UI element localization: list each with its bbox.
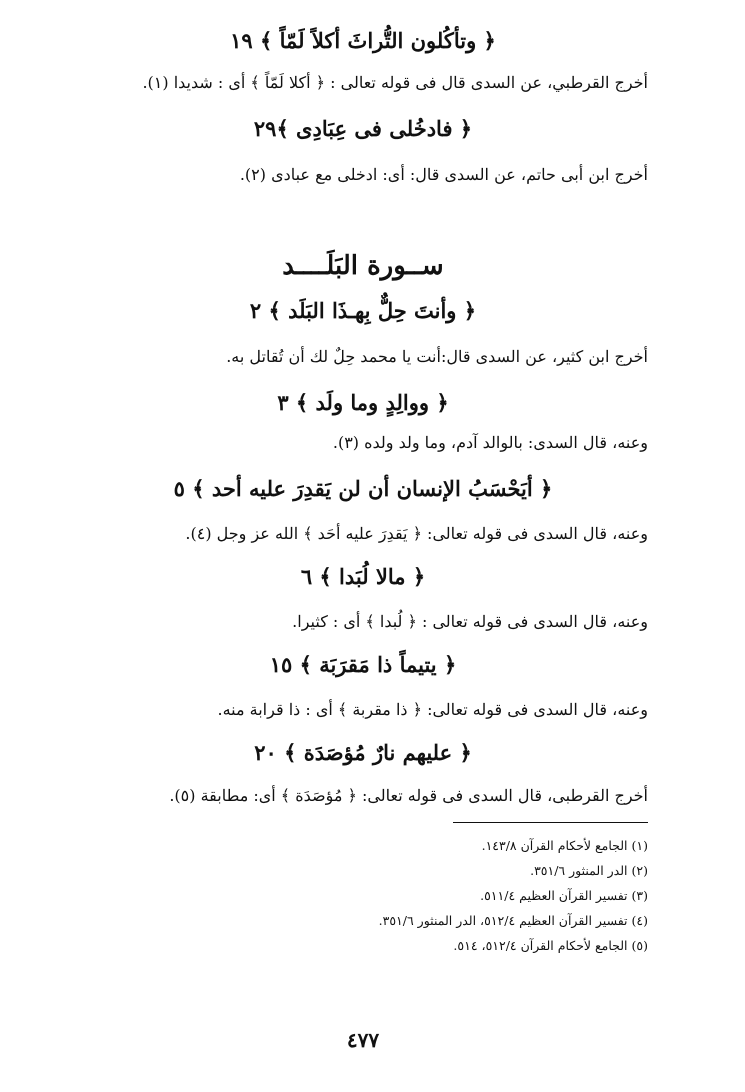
footnote-separator	[453, 822, 648, 823]
commentary-line: وعنه، قال السدى فى قوله تعالى: ﴿ يَقدِرَ عليه أحَد ﴾ الله عز وجل (٤).	[185, 524, 648, 543]
commentary-line: وعنه، قال السدى: بالوالد آدم، وما ولد ولده (٣).	[332, 433, 648, 452]
commentary-line: أخرج ابن كثير، عن السدى قال:أنت يا محمد حِلٌ لك أن تُقاتل به.	[226, 347, 648, 366]
verse-line: ﴿ عليهم نارٌ مُؤصَدَة ﴾ ٢٠	[254, 740, 472, 765]
commentary-line: أخرج القرطبى، قال السدى فى قوله تعالى: ﴿ مُؤصَدَة ﴾ أى: مطابقة (٥).	[169, 786, 648, 805]
commentary-line: أخرج القرطبي، عن السدى قال فى قوله تعالى : ﴿ أكلا لَمّاً ﴾ أى : شديدا (١).	[142, 73, 648, 92]
footnote: (١) الجامع لأحكام القرآن ١٤٣/٨.	[481, 838, 648, 853]
footnote: (٤) تفسير القرآن العظيم ٥١٢/٤، الدر المنثور ٣٥١/٦.	[378, 913, 648, 928]
verse-line: ﴿ فادخُلى فى عِبَادِى ﴾٢٩	[253, 116, 473, 141]
verse-line: ﴿ ووالِدٍ وما ولَد ﴾ ٣	[277, 390, 449, 415]
footnote: (٣) تفسير القرآن العظيم ٥١١/٤.	[480, 888, 648, 903]
verse-line: ﴿ مالا لُبَدا ﴾ ٦	[300, 564, 426, 589]
footnote: (٢) الدر المنثور ٣٥١/٦.	[530, 863, 648, 878]
book-page	[78, 18, 648, 1078]
verse-line: ﴿ وأنتَ حِلٌّ بِهـذَا البَلَد ﴾ ٢	[249, 298, 477, 323]
surah-title: ســورة البَلَــــد	[282, 251, 444, 281]
verse-line: ﴿ وتأكُلون التُّراثَ أكلاً لَمّاً ﴾ ١٩	[230, 28, 496, 53]
footnote: (٥) الجامع لأحكام القرآن ٥١٢/٤، ٥١٤.	[453, 938, 648, 953]
verse-line: ﴿ أيَحْسَبُ الإنسان أن لن يَقدِرَ عليه أحد ﴾ ٥	[173, 476, 553, 501]
commentary-line: أخرج ابن أبى حاتم، عن السدى قال: أى: ادخلى مع عبادى (٢).	[239, 165, 648, 184]
commentary-line: وعنه، قال السدى فى قوله تعالى : ﴿ لُبدا ﴾ أى : كثيرا.	[292, 612, 648, 631]
verse-line: ﴿ يتيماً ذا مَقرَبَة ﴾ ١٥	[269, 652, 457, 677]
page-number: ٤٧٧	[346, 1028, 380, 1052]
commentary-line: وعنه، قال السدى فى قوله تعالى: ﴿ ذا مقربة ﴾ أى : ذا قرابة منه.	[217, 700, 648, 719]
